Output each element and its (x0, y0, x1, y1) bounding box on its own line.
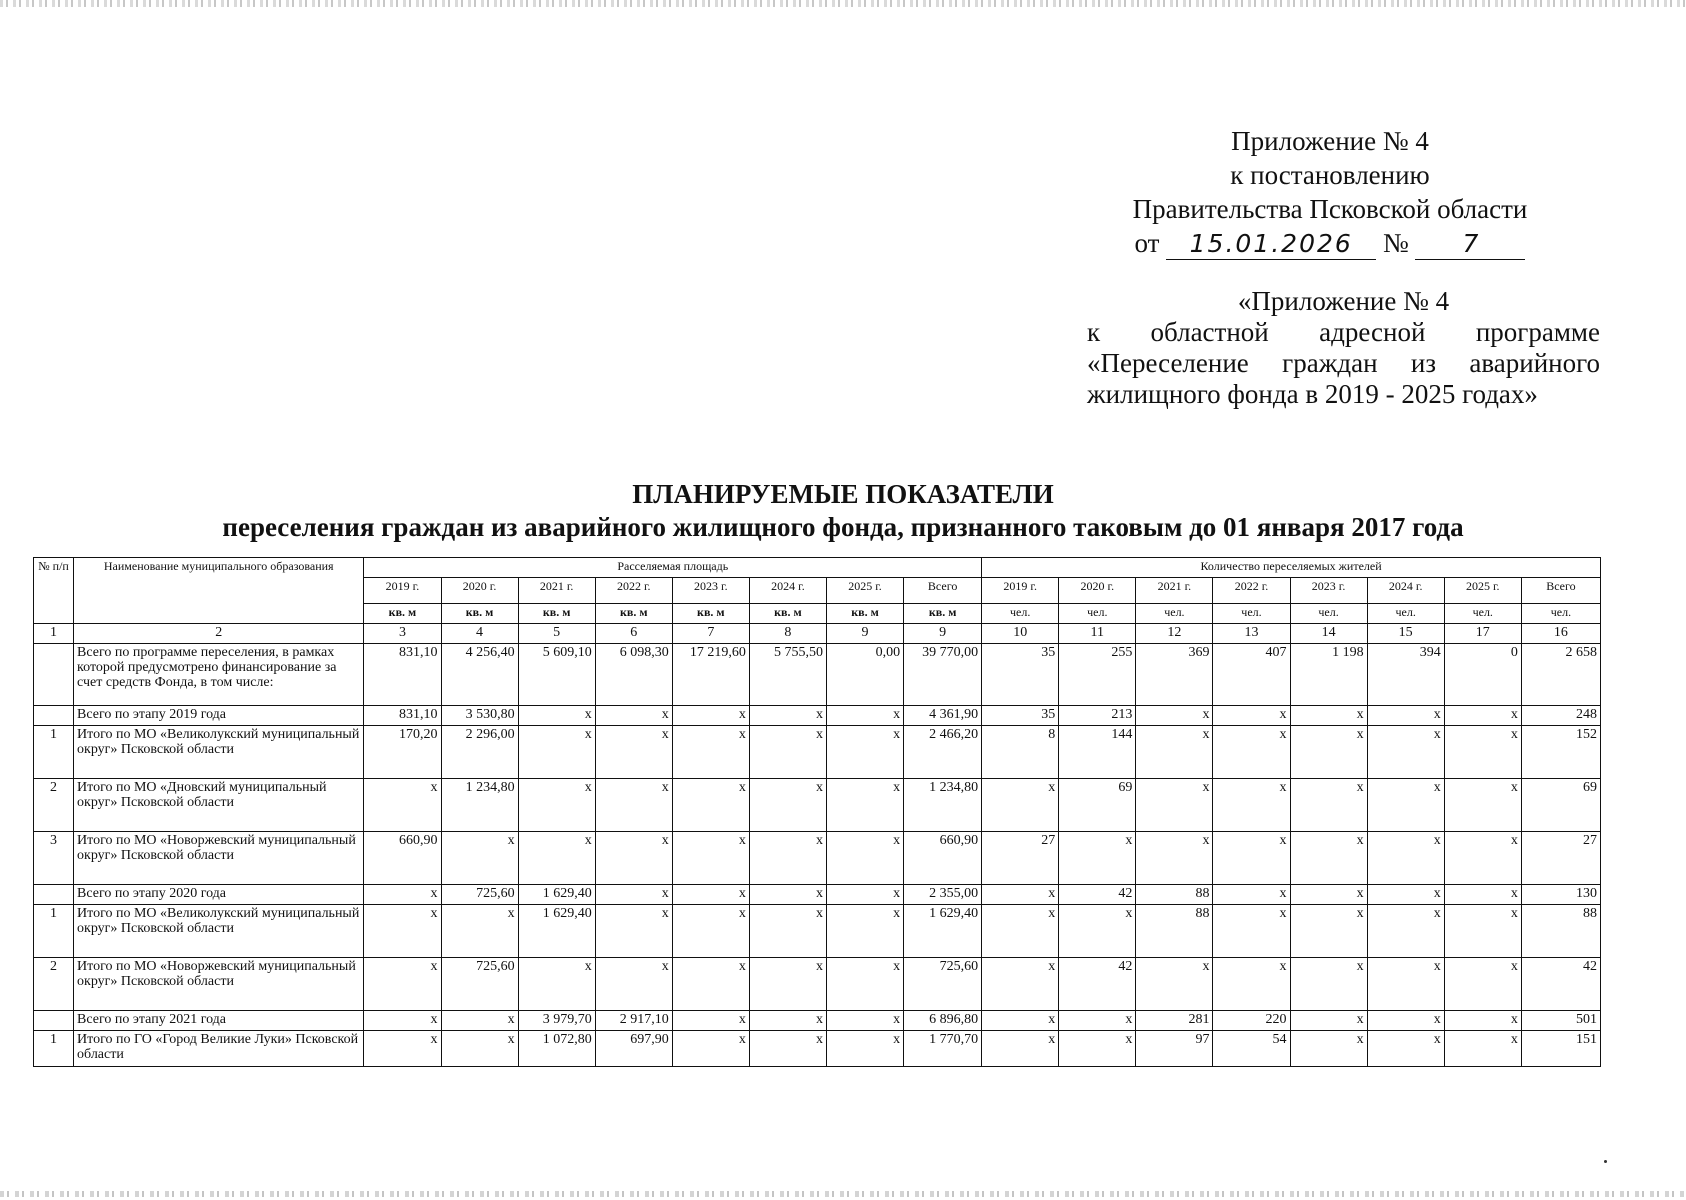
area-cell: x (749, 905, 826, 958)
header-people-year: 2021 г. (1136, 578, 1213, 604)
people-cell: x (1059, 905, 1136, 958)
header-row-column-numbers (34, 624, 1601, 644)
header-people-group: Количество переселяемых жителей (982, 558, 1601, 578)
row-municipality-name: Итого по МО «Новоржевский муниципальный округ» Псковской области (74, 958, 364, 1011)
people-cell: x (1136, 779, 1213, 832)
header-column-number: 1 (34, 624, 74, 644)
area-cell: 660,90 (364, 832, 441, 885)
header-column-number: 5 (518, 624, 595, 644)
area-cell: 1 234,80 (441, 779, 518, 832)
header-column-number: 16 (1521, 624, 1600, 644)
people-cell: 407 (1213, 644, 1290, 706)
header-people-unit: чел. (1290, 604, 1367, 624)
scan-artifact-top (0, 0, 1686, 7)
handwritten-date: 15.01.2026 (1166, 229, 1376, 260)
people-cell: 1 198 (1290, 644, 1367, 706)
row-municipality-name: Всего по этапу 2019 года (74, 706, 364, 726)
header-people-unit: чел. (1213, 604, 1290, 624)
people-cell: 501 (1521, 1011, 1600, 1031)
people-cell: 35 (982, 644, 1059, 706)
header-column-number: 3 (364, 624, 441, 644)
area-cell: x (595, 779, 672, 832)
people-cell: x (982, 905, 1059, 958)
table-row (34, 1011, 1601, 1031)
area-cell: x (595, 885, 672, 905)
area-cell: 1 629,40 (904, 905, 982, 958)
area-cell: x (749, 885, 826, 905)
header-column-number: 14 (1290, 624, 1367, 644)
people-cell: 0 (1444, 644, 1521, 706)
area-cell: x (364, 1011, 441, 1031)
people-cell: x (1213, 885, 1290, 905)
header-people-year: 2025 г. (1444, 578, 1521, 604)
people-cell: 42 (1521, 958, 1600, 1011)
area-cell: x (749, 832, 826, 885)
area-cell: x (749, 706, 826, 726)
header-area-group: Расселяемая площадь (364, 558, 982, 578)
area-cell: 1 770,70 (904, 1031, 982, 1067)
header-people-year: Всего (1521, 578, 1600, 604)
area-cell: 2 296,00 (441, 726, 518, 779)
people-cell: x (1213, 726, 1290, 779)
table-body (34, 558, 1601, 1067)
header-people-year: 2022 г. (1213, 578, 1290, 604)
area-cell: x (595, 726, 672, 779)
header-people-unit: чел. (1367, 604, 1444, 624)
table-row (34, 832, 1601, 885)
area-cell: x (826, 726, 903, 779)
header-area-unit: кв. м (672, 604, 749, 624)
header-column-number: 12 (1136, 624, 1213, 644)
people-cell: x (1444, 726, 1521, 779)
people-cell: 35 (982, 706, 1059, 726)
scan-speck (1604, 1160, 1607, 1163)
title-line-1: ПЛАНИРУЕМЫЕ ПОКАЗАТЕЛИ (632, 479, 1054, 509)
people-cell: x (1136, 706, 1213, 726)
area-cell: x (672, 885, 749, 905)
area-cell: x (364, 885, 441, 905)
area-cell: x (672, 779, 749, 832)
header-name: Наименование муниципального образования (74, 558, 364, 624)
area-cell: x (441, 905, 518, 958)
header-area-unit: кв. м (364, 604, 441, 624)
people-cell: 54 (1213, 1031, 1290, 1067)
people-cell: x (1290, 779, 1367, 832)
people-cell: x (1136, 726, 1213, 779)
people-cell: x (1213, 832, 1290, 885)
people-cell: x (1444, 779, 1521, 832)
header-column-number: 9 (904, 624, 982, 644)
header-people-unit: чел. (1059, 604, 1136, 624)
area-cell: x (749, 726, 826, 779)
people-cell: x (982, 958, 1059, 1011)
row-number (34, 885, 74, 905)
area-cell: 6 098,30 (595, 644, 672, 706)
people-cell: 281 (1136, 1011, 1213, 1031)
area-cell: x (672, 958, 749, 1011)
people-cell: 394 (1367, 644, 1444, 706)
area-cell: x (518, 779, 595, 832)
document-title (0, 478, 1686, 544)
area-cell: x (364, 779, 441, 832)
people-cell: x (982, 779, 1059, 832)
approval-line-3: Правительства Псковской области (1132, 194, 1528, 224)
appendix-line-3: «Переселение граждан из аварийного (1087, 348, 1600, 378)
area-cell: x (441, 832, 518, 885)
area-cell: x (749, 958, 826, 1011)
header-people-unit: чел. (1444, 604, 1521, 624)
people-cell: x (1290, 832, 1367, 885)
people-cell: x (1290, 905, 1367, 958)
area-cell: x (595, 905, 672, 958)
people-cell: x (1213, 706, 1290, 726)
people-cell: x (1367, 832, 1444, 885)
people-cell: 255 (1059, 644, 1136, 706)
title-line-2: переселения граждан из аварийного жилищного фонда, признанного таковым до 01 января 2017 года (222, 512, 1464, 542)
date-prefix: от (1134, 228, 1160, 258)
header-people-year: 2024 г. (1367, 578, 1444, 604)
area-cell: x (364, 958, 441, 1011)
scan-artifact-bottom (0, 1191, 1686, 1197)
area-cell: x (826, 1031, 903, 1067)
area-cell: 725,60 (441, 958, 518, 1011)
area-cell: 4 256,40 (441, 644, 518, 706)
header-column-number: 10 (982, 624, 1059, 644)
area-cell: 660,90 (904, 832, 982, 885)
area-cell: x (518, 726, 595, 779)
area-cell: x (518, 958, 595, 1011)
people-cell: x (1367, 706, 1444, 726)
header-column-number: 6 (595, 624, 672, 644)
header-column-number: 9 (826, 624, 903, 644)
area-cell: 1 629,40 (518, 905, 595, 958)
header-column-number: 15 (1367, 624, 1444, 644)
area-cell: x (672, 1011, 749, 1031)
people-cell: 42 (1059, 958, 1136, 1011)
area-cell: 3 530,80 (441, 706, 518, 726)
row-municipality-name: Итого по МО «Новоржевский муниципальный округ» Псковской области (74, 832, 364, 885)
people-cell: 369 (1136, 644, 1213, 706)
people-cell: 144 (1059, 726, 1136, 779)
header-column-number: 8 (749, 624, 826, 644)
row-municipality-name: Всего по программе переселения, в рамках которой предусмотрено финансирование за счет средств Фонда, в том числе: (74, 644, 364, 706)
appendix-line-2: к областной адресной программе (1087, 317, 1600, 347)
area-cell: x (518, 832, 595, 885)
header-column-number: 17 (1444, 624, 1521, 644)
table-row (34, 779, 1601, 832)
approval-line-1: Приложение № 4 (1231, 126, 1429, 156)
area-cell: x (826, 905, 903, 958)
header-num: № п/п (34, 558, 74, 624)
row-municipality-name: Итого по МО «Великолукский муниципальный округ» Псковской области (74, 726, 364, 779)
area-cell: x (441, 1031, 518, 1067)
area-cell: 2 917,10 (595, 1011, 672, 1031)
area-cell: x (826, 706, 903, 726)
handwritten-number: 7 (1415, 229, 1525, 260)
people-cell: 152 (1521, 726, 1600, 779)
area-cell: 0,00 (826, 644, 903, 706)
area-cell: 6 896,80 (904, 1011, 982, 1031)
area-cell: 697,90 (595, 1031, 672, 1067)
people-cell: 8 (982, 726, 1059, 779)
header-area-year: 2020 г. (441, 578, 518, 604)
people-cell: x (1213, 905, 1290, 958)
row-number (34, 644, 74, 706)
appendix-block (1087, 286, 1600, 410)
people-cell: x (1059, 1031, 1136, 1067)
table-row (34, 726, 1601, 779)
header-column-number: 13 (1213, 624, 1290, 644)
people-cell: x (1444, 832, 1521, 885)
row-number: 1 (34, 1031, 74, 1067)
area-cell: x (441, 1011, 518, 1031)
row-number (34, 1011, 74, 1031)
area-cell: x (595, 706, 672, 726)
people-cell: 130 (1521, 885, 1600, 905)
table-row (34, 905, 1601, 958)
people-cell: x (1290, 1011, 1367, 1031)
appendix-line-4: жилищного фонда в 2019 - 2025 годах» (1087, 379, 1538, 409)
people-cell: x (1367, 958, 1444, 1011)
number-prefix: № (1382, 228, 1409, 258)
people-cell: x (1367, 726, 1444, 779)
area-cell: 17 219,60 (672, 644, 749, 706)
area-cell: x (826, 779, 903, 832)
row-municipality-name: Итого по ГО «Город Великие Луки» Псковской области (74, 1031, 364, 1067)
people-cell: 2 658 (1521, 644, 1600, 706)
people-cell: x (1367, 1031, 1444, 1067)
appendix-line-1: «Приложение № 4 (1237, 286, 1450, 316)
header-column-number: 2 (74, 624, 364, 644)
area-cell: x (672, 905, 749, 958)
people-cell: x (1290, 885, 1367, 905)
people-cell: x (1444, 905, 1521, 958)
header-area-year: 2023 г. (672, 578, 749, 604)
header-area-year: 2022 г. (595, 578, 672, 604)
people-cell: 97 (1136, 1031, 1213, 1067)
people-cell: x (1290, 706, 1367, 726)
row-municipality-name: Всего по этапу 2020 года (74, 885, 364, 905)
people-cell: 220 (1213, 1011, 1290, 1031)
area-cell: x (826, 832, 903, 885)
people-cell: x (1290, 958, 1367, 1011)
area-cell: x (595, 958, 672, 1011)
people-cell: 27 (1521, 832, 1600, 885)
approval-date-row (1110, 226, 1550, 260)
people-cell: x (1290, 726, 1367, 779)
approval-line-2: к постановлению (1230, 160, 1430, 190)
people-cell: 151 (1521, 1031, 1600, 1067)
table-row (34, 706, 1601, 726)
people-cell: x (1213, 958, 1290, 1011)
area-cell: 831,10 (364, 644, 441, 706)
area-cell: x (672, 726, 749, 779)
area-cell: 831,10 (364, 706, 441, 726)
table-row (34, 885, 1601, 905)
header-area-year: 2021 г. (518, 578, 595, 604)
row-municipality-name: Итого по МО «Дновский муниципальный округ» Псковской области (74, 779, 364, 832)
area-cell: 1 629,40 (518, 885, 595, 905)
header-area-unit: кв. м (518, 604, 595, 624)
area-cell: x (749, 779, 826, 832)
people-cell: 27 (982, 832, 1059, 885)
area-cell: x (595, 832, 672, 885)
area-cell: x (826, 958, 903, 1011)
area-cell: x (826, 1011, 903, 1031)
people-cell: x (1444, 1031, 1521, 1067)
people-cell: x (982, 1031, 1059, 1067)
area-cell: 725,60 (904, 958, 982, 1011)
table-row (34, 958, 1601, 1011)
area-cell: 3 979,70 (518, 1011, 595, 1031)
people-cell: x (1213, 779, 1290, 832)
area-cell: 2 466,20 (904, 726, 982, 779)
header-column-number: 11 (1059, 624, 1136, 644)
header-area-unit: кв. м (595, 604, 672, 624)
area-cell: x (826, 885, 903, 905)
row-number: 2 (34, 779, 74, 832)
people-cell: 88 (1521, 905, 1600, 958)
header-row-1 (34, 558, 1601, 578)
people-cell: x (1059, 1011, 1136, 1031)
row-number: 1 (34, 726, 74, 779)
people-cell: x (982, 1011, 1059, 1031)
area-cell: 2 355,00 (904, 885, 982, 905)
people-cell: 42 (1059, 885, 1136, 905)
row-number: 2 (34, 958, 74, 1011)
people-cell: x (1367, 1011, 1444, 1031)
people-cell: x (1367, 779, 1444, 832)
people-cell: 248 (1521, 706, 1600, 726)
area-cell: x (364, 1031, 441, 1067)
people-cell: x (1136, 832, 1213, 885)
header-people-unit: чел. (1136, 604, 1213, 624)
area-cell: x (364, 905, 441, 958)
row-municipality-name: Итого по МО «Великолукский муниципальный округ» Псковской области (74, 905, 364, 958)
people-cell: x (1059, 832, 1136, 885)
header-column-number: 7 (672, 624, 749, 644)
area-cell: 1 072,80 (518, 1031, 595, 1067)
area-cell: 5 609,10 (518, 644, 595, 706)
header-area-year: 2025 г. (826, 578, 903, 604)
header-people-year: 2023 г. (1290, 578, 1367, 604)
people-cell: x (1367, 885, 1444, 905)
people-cell: 213 (1059, 706, 1136, 726)
header-area-unit: кв. м (749, 604, 826, 624)
area-cell: 1 234,80 (904, 779, 982, 832)
row-number: 1 (34, 905, 74, 958)
area-cell: 725,60 (441, 885, 518, 905)
area-cell: 4 361,90 (904, 706, 982, 726)
header-people-year: 2019 г. (982, 578, 1059, 604)
area-cell: x (672, 832, 749, 885)
header-people-unit: чел. (982, 604, 1059, 624)
indicators-table (33, 557, 1601, 1067)
header-area-unit: кв. м (441, 604, 518, 624)
area-cell: x (518, 706, 595, 726)
area-cell: x (749, 1031, 826, 1067)
header-people-year: 2020 г. (1059, 578, 1136, 604)
row-municipality-name: Всего по этапу 2021 года (74, 1011, 364, 1031)
area-cell: 170,20 (364, 726, 441, 779)
header-area-unit: кв. м (904, 604, 982, 624)
header-area-year: Всего (904, 578, 982, 604)
header-area-year: 2019 г. (364, 578, 441, 604)
row-number: 3 (34, 832, 74, 885)
row-number (34, 706, 74, 726)
table-row (34, 1031, 1601, 1067)
header-people-unit: чел. (1521, 604, 1600, 624)
people-cell: x (982, 885, 1059, 905)
people-cell: x (1367, 905, 1444, 958)
people-cell: x (1290, 1031, 1367, 1067)
header-area-unit: кв. м (826, 604, 903, 624)
table-row (34, 644, 1601, 706)
people-cell: x (1444, 958, 1521, 1011)
header-column-number: 4 (441, 624, 518, 644)
area-cell: x (749, 1011, 826, 1031)
header-area-year: 2024 г. (749, 578, 826, 604)
people-cell: 88 (1136, 905, 1213, 958)
people-cell: 88 (1136, 885, 1213, 905)
people-cell: x (1136, 958, 1213, 1011)
approval-block (1110, 124, 1550, 260)
people-cell: x (1444, 1011, 1521, 1031)
area-cell: 39 770,00 (904, 644, 982, 706)
area-cell: 5 755,50 (749, 644, 826, 706)
people-cell: x (1444, 706, 1521, 726)
area-cell: x (672, 1031, 749, 1067)
people-cell: x (1444, 885, 1521, 905)
area-cell: x (672, 706, 749, 726)
people-cell: 69 (1521, 779, 1600, 832)
people-cell: 69 (1059, 779, 1136, 832)
